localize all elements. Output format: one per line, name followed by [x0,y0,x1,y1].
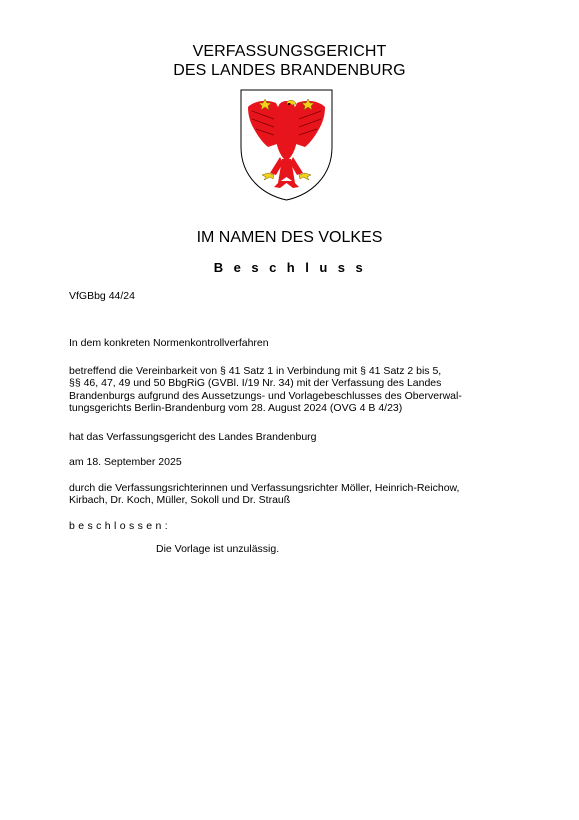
subject-line: tungsgerichts Berlin-Brandenburg vom 28. August 2024 (OVG 4 B 4/23) [69,402,403,415]
subject-line: betreffend die Vereinbarkeit von § 41 Satz 1 in Verbindung mit § 41 Satz 2 bis 5, [69,365,442,377]
operative-ruling: Die Vorlage ist unzulässig. [156,543,280,555]
court-name-line-2: DES LANDES BRANDENBURG [173,62,406,79]
brandenburg-eagle-coat-of-arms-icon [240,89,333,201]
proceedings-subject [69,365,519,415]
proceedings-intro: In dem konkreten Normenkontrollverfahren [69,337,269,349]
court-name-line-1: VERFASSUNGSGERICHT [192,43,387,60]
judges-line: durch die Verfassungsrichterinnen und Verfassungsrichter Möller, Heinrich-Reichow, [69,482,460,494]
judges-list [69,482,519,507]
decision-date: am 18. September 2025 [69,456,182,468]
subject-line: §§ 46, 47, 49 und 50 BbgRiG (GVBl. I/19 Nr. 34) mit der Verfassung des Landes [69,377,442,390]
decision-title: Beschluss [213,260,374,275]
subject-line: Brandenburgs aufgrund des Aussetzungs- und Vorlagebeschlusses des Oberverwal- [69,389,462,402]
court-statement: hat das Verfassungsgericht des Landes Brandenburg [69,431,317,443]
resolved-label: beschlossen: [69,520,172,532]
judges-line: Kirbach, Dr. Koch, Müller, Sokoll und Dr. Strauß [69,494,291,507]
case-number: VfGBbg 44/24 [69,290,135,302]
in-the-name-of-the-people-heading: IM NAMEN DES VOLKES [196,229,383,246]
